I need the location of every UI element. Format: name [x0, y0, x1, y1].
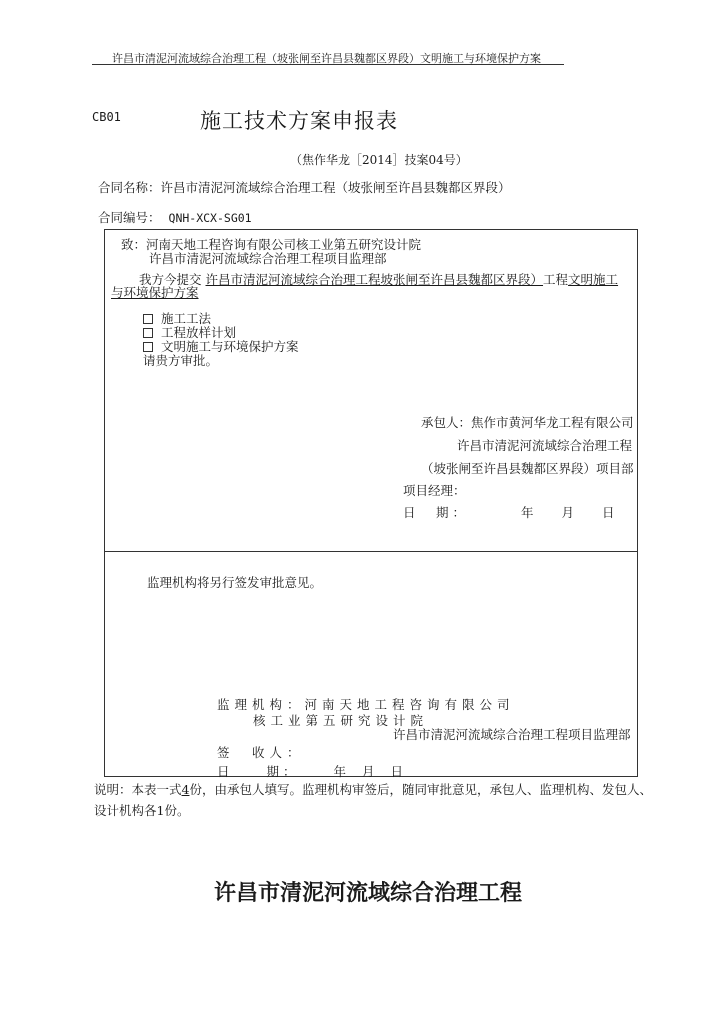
form-reference: （焦作华龙［2014］技案04号） — [290, 153, 468, 167]
org-name: 河南天地工程咨询有限公司 — [304, 697, 515, 712]
body-mid: 工程 — [543, 272, 569, 287]
body-project: 许昌市清泥河流域综合治理工程坡张闸至许昌县魏都区界段） — [205, 272, 544, 287]
supervision-org-line2: 核工业第五研究设计院 — [253, 713, 429, 728]
checklist-item: 工程放样计划 — [143, 323, 236, 341]
org-label: 监理机构： — [217, 697, 305, 712]
date-label: 日 期： — [217, 764, 300, 779]
body-topic-a: 文明施工 — [568, 272, 619, 287]
footnote-line2: 设计机构各1份。 — [94, 803, 190, 818]
contract-number — [98, 208, 252, 226]
form-title: 施工技术方案申报表 — [200, 109, 398, 133]
supervision-box — [104, 550, 638, 777]
body-prefix: 我方今提交 — [139, 272, 202, 287]
footnote-line1: 说明：本表一式4份，由承包人填写。监理机构审签后，随同审批意见，承包人、监理机构、发包人、 — [94, 782, 652, 797]
project-manager-label: 项目经理： — [403, 483, 466, 498]
receiver-label: 签 收人： — [217, 745, 305, 760]
date-month: 月 — [362, 764, 375, 779]
date-label: 日 期： — [403, 505, 470, 520]
date-year: 年 — [333, 764, 347, 779]
date-day: 日 — [602, 505, 615, 520]
supervision-date — [217, 762, 403, 780]
submission-box — [104, 229, 638, 552]
project-dept-line2: （坡张闸至许昌县魏都区界段）项目部 — [421, 461, 634, 476]
addressee-line1: 致：河南天地工程咨询有限公司核工业第五研究设计院 — [121, 237, 422, 252]
contract-number-value: QNH-XCX-SG01 — [168, 211, 252, 225]
date-month: 月 — [561, 505, 575, 520]
form-code: CB01 — [92, 110, 121, 124]
header-rule — [92, 64, 564, 65]
date-year: 年 — [521, 505, 534, 520]
supervision-opinion: 监理机构将另行签发审批意见。 — [147, 575, 323, 590]
contract-name: 合同名称：许昌市清泥河流域综合治理工程（坡张闸至许昌县魏都区界段） — [98, 180, 511, 195]
section-title: 许昌市清泥河流域综合治理工程 — [214, 881, 523, 906]
supervision-org-line3: 许昌市清泥河流域综合治理工程项目监理部 — [393, 727, 631, 742]
date-day: 日 — [390, 764, 404, 779]
approval-request: 请贵方审批。 — [143, 353, 219, 368]
checklist-item: 文明施工与环境保护方案 — [143, 337, 299, 355]
project-dept-line1: 许昌市清泥河流域综合治理工程 — [457, 438, 633, 453]
submission-date — [403, 503, 615, 521]
checklist-item: 施工工法 — [143, 309, 211, 327]
contractor-line: 承包人：焦作市黄河华龙工程有限公司 — [421, 415, 634, 430]
copies-count: 4 — [181, 782, 190, 797]
page-header: 许昌市清泥河流域综合治理工程（坡张闸至许昌县魏都区界段）文明施工与环境保护方案 — [112, 52, 541, 65]
submission-body-line1 — [139, 270, 618, 288]
submission-body-line2: 与环境保护方案 — [111, 285, 199, 300]
addressee-line2: 许昌市清泥河流域综合治理工程项目监理部 — [149, 251, 387, 266]
contract-number-label: 合同编号： — [98, 210, 161, 225]
